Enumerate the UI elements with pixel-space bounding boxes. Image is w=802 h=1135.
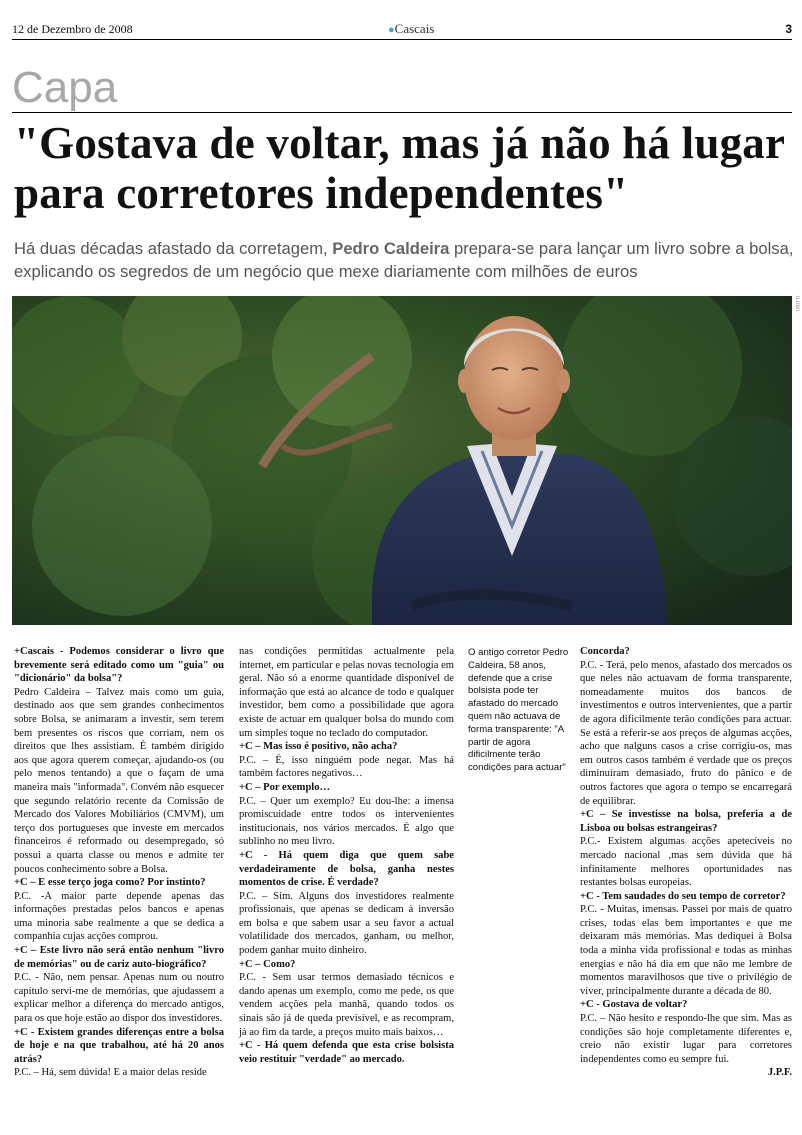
interview-answer: P.C. – Há, sem dúvida! E a maior delas reside (14, 1067, 207, 1079)
interview-question: +C – Este livro não será então nenhum "livro de memórias" ou de cariz auto-biográfico? (14, 945, 224, 970)
interview-question: +Cascais - Podemos considerar o livro que brevemente será editado como um "guia" ou "dicionário" da bolsa"? (14, 646, 224, 685)
portrait-photo (12, 296, 792, 625)
interview-question: +C - Tem saudades do seu tempo de corretor? (580, 890, 786, 902)
interview-question: +C – Mas isso é positivo, não acha? (239, 741, 398, 753)
portrait-illustration (12, 296, 792, 625)
interview-question: +C - Gostava de voltar? (580, 999, 688, 1011)
interview-answer: P.C. – É, isso ninguém pode negar. Mas há também factores negativos… (239, 754, 454, 780)
interview-answer: P.C. - Terá, pelo menos, afastado dos mercados os que neles não actuavam de forma transparente, nomeadamente muitos dos bancos de investimentos e outros intervenientes, que a partir de agora dificilmente terão condições para actuar. Se está a referir-se aos preços de algumas acções, acho que nalguns casos a crise corrigiu-os, mas em outros casos também é verdade que os preços diminuíram demasiado, fruto do pânico e de outros factores que agora o tempo se encarregará de equilibrar. (580, 659, 792, 807)
headline: "Gostava de voltar, mas já não há lugar para corretores independentes" (14, 118, 785, 218)
lead-paragraph (14, 237, 794, 283)
logo-text: Cascais (394, 21, 435, 36)
page-header (12, 22, 792, 38)
interview-question: +C – Por exemplo… (239, 781, 331, 793)
logo-mark-icon: ● (388, 24, 395, 36)
section-rule (12, 112, 792, 113)
interview-answer: P.C. – Sim. Alguns dos investidores realmente profissionais, que apenas se dedicam à inversão em bolsa e que sabem usar a seu favor a actual volatilidade dos mercados, ganham, ou melhor, podem ganhar muito dinheiro. (239, 890, 454, 957)
interview-answer: nas condições permitidas actualmente pela internet, em particular e pelas novas tecnologia em geral. Não só a enorme quantidade disponível de informação que está ao alcance de todo e qualquer investidor, bem como a possibilidade que agora existe de actuar em qualquer bolsa do mundo com um simples toque no teclado do computador. (239, 646, 454, 739)
newspaper-logo (388, 21, 434, 37)
article-column-4 (580, 645, 792, 1080)
interview-question: +C – E esse terço joga como? Por instinto? (14, 877, 206, 889)
lead-text-end: prepara-se para lançar um livro sobre a bolsa, explicando os segredos de um negócio que mexe diariamente com milhões de euros (14, 239, 794, 281)
interview-question: +C - Há quem diga que quem sabe verdadeiramente de bolsa, ganha nestes momentos de crise. É verdade? (239, 849, 454, 889)
author-signature: J.P.F. (767, 1067, 792, 1079)
lead-text-start: Há duas décadas afastado da corretagem, (14, 239, 333, 258)
interview-question: Concorda? (580, 646, 630, 657)
interview-question: +C – Como? (239, 958, 296, 970)
interview-question: +C – Se investisse na bolsa, preferia a de Lisboa ou bolsas estrangeiras? (580, 809, 792, 834)
issue-date: 12 de Dezembro de 2008 (12, 22, 133, 36)
photo-credit: ILIDIO (794, 296, 799, 312)
article-column-1 (14, 645, 224, 1080)
interview-answer: P.C. – Não hesito e respondo-lhe que sim. Mas as condições são hoje completamente diferentes e, creio não existir lugar para corretores independentes como eu sempre fui. (580, 1013, 792, 1065)
interview-answer: P.C. - Sem usar termos demasiado técnicos e dando apenas um exemplo, como me pede, os que vendem acções pela manhã, quando todos os sinais são já de queda previsível, e as recompram, já ao fim da tarde, a preços muito mais baixos… (239, 972, 454, 1038)
interview-question: +C - Existem grandes diferenças entre a bolsa de hoje e na que trabalhou, até há 20 anos atrás? (14, 1026, 224, 1065)
article-column-2 (239, 645, 454, 1066)
interview-answer: Pedro Caldeira – Talvez mais como um guia, destinado aos que sem grandes conhecimentos sobre Bolsa, se animaram a investir, sem terem bem presentes os riscos que corriam, nem os direitos que lhes assistiam. É também dirigido aos que agora querem começar, ajudando-os (ou pelo menos tentando) a que o façam de uma maneira mais "informada". Convém não esquecer que segundo relatório recente da Comissão de Mercado dos Valores Mobiliários (CMVM), um terço dos portugueses que investe em mercados financeiros é reformado ou desempregado, só possui a quarta classe ou menos e admite ter poucos conhecimento sobre a Bolsa. (14, 686, 224, 875)
lead-name: Pedro Caldeira (332, 239, 450, 258)
interview-answer: P.C. -A maior parte depende apenas das informações prestadas pelos bancos e apenas uma minoria sabe realmente a que se dedica a companhia cujas acções comprou. (14, 890, 224, 943)
photo-caption: O antigo corretor Pedro Caldeira, 58 anos, defende que a crise bolsista pode ter afastado do mercado quem não actuava de forma transparente: "A partir de agora dificilmente terão condições para actuar" (468, 647, 569, 774)
interview-answer: P.C. – Quer um exemplo? Eu dou-lhe: a imensa promiscuidade entre todos os intervenientes institucionais, nos vários mercados. É algo que sublinho no meu livro. (239, 795, 454, 848)
page-number: 3 (785, 22, 792, 36)
header-rule (12, 39, 792, 40)
interview-answer: P.C. - Não, nem pensar. Apenas num ou noutro capítulo servi-me de memórias, que ajudassem a explicar melhor a diferença do mercado antigos, para os que hoje estão ao dispor dos investidores. (14, 972, 224, 1025)
interview-question: +C - Há quem defenda que esta crise bolsista veio restituir "verdade" ao mercado. (239, 1040, 454, 1065)
interview-answer: P.C.- Existem algumas acções apetecíveis no mercado nacional ,mas sem dúvida que há infinitamente melhores oportunidades nas restantes bolsas europeias. (580, 836, 792, 889)
interview-answer: P.C. - Muitas, imensas. Passei por mais de quatro crises, todas elas bem importantes e que me deixaram más memórias. Mas dediquei à Bolsa toda a minha vida profissional e todas as minhas energias e não há dia em que não me lembre de momentos maravilhosos que tive o privilégio de viver, principalmente durante a década de 80. (580, 904, 792, 997)
section-title: Capa (12, 63, 118, 112)
